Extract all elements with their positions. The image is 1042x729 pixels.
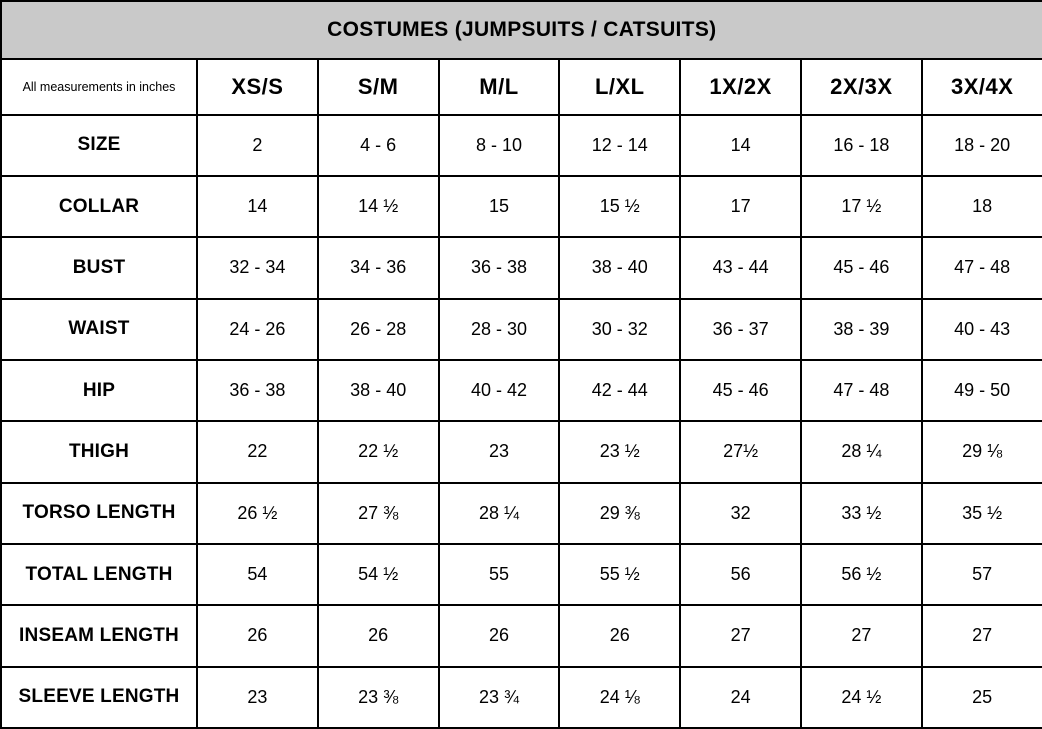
cell-total-length-1x-2x: 56 xyxy=(680,544,801,605)
cell-thigh-xs-s: 22 xyxy=(197,421,318,482)
cell-inseam-length-3x-4x: 27 xyxy=(922,605,1042,666)
column-header-row xyxy=(1,59,1042,114)
cell-size-m-l: 8 - 10 xyxy=(439,115,560,176)
table-row xyxy=(1,237,1042,298)
cell-torso-length-xs-s: 26 ½ xyxy=(197,483,318,544)
cell-thigh-3x-4x: 29 ⅛ xyxy=(922,421,1042,482)
row-label-size: SIZE xyxy=(1,115,197,176)
table-row xyxy=(1,176,1042,237)
cell-bust-2x-3x: 45 - 46 xyxy=(801,237,922,298)
cell-torso-length-1x-2x: 32 xyxy=(680,483,801,544)
cell-waist-m-l: 28 - 30 xyxy=(439,299,560,360)
cell-sleeve-length-l-xl: 24 ⅛ xyxy=(559,667,680,728)
column-header-1x-2x: 1X/2X xyxy=(680,59,801,114)
row-label-thigh: THIGH xyxy=(1,421,197,482)
cell-thigh-s-m: 22 ½ xyxy=(318,421,439,482)
cell-thigh-2x-3x: 28 ¼ xyxy=(801,421,922,482)
row-label-total-length: TOTAL LENGTH xyxy=(1,544,197,605)
cell-hip-m-l: 40 - 42 xyxy=(439,360,560,421)
cell-waist-2x-3x: 38 - 39 xyxy=(801,299,922,360)
row-label-hip: HIP xyxy=(1,360,197,421)
cell-bust-1x-2x: 43 - 44 xyxy=(680,237,801,298)
cell-sleeve-length-1x-2x: 24 xyxy=(680,667,801,728)
cell-torso-length-2x-3x: 33 ½ xyxy=(801,483,922,544)
cell-inseam-length-1x-2x: 27 xyxy=(680,605,801,666)
cell-size-s-m: 4 - 6 xyxy=(318,115,439,176)
cell-collar-l-xl: 15 ½ xyxy=(559,176,680,237)
cell-collar-m-l: 15 xyxy=(439,176,560,237)
row-label-torso-length: TORSO LENGTH xyxy=(1,483,197,544)
cell-hip-l-xl: 42 - 44 xyxy=(559,360,680,421)
column-header-m-l: M/L xyxy=(439,59,560,114)
cell-collar-xs-s: 14 xyxy=(197,176,318,237)
cell-collar-2x-3x: 17 ½ xyxy=(801,176,922,237)
cell-inseam-length-xs-s: 26 xyxy=(197,605,318,666)
table-row xyxy=(1,299,1042,360)
cell-inseam-length-s-m: 26 xyxy=(318,605,439,666)
row-label-waist: WAIST xyxy=(1,299,197,360)
cell-bust-l-xl: 38 - 40 xyxy=(559,237,680,298)
cell-thigh-m-l: 23 xyxy=(439,421,560,482)
cell-size-l-xl: 12 - 14 xyxy=(559,115,680,176)
cell-sleeve-length-s-m: 23 ⅜ xyxy=(318,667,439,728)
cell-total-length-xs-s: 54 xyxy=(197,544,318,605)
column-header-l-xl: L/XL xyxy=(559,59,680,114)
cell-waist-l-xl: 30 - 32 xyxy=(559,299,680,360)
cell-total-length-3x-4x: 57 xyxy=(922,544,1042,605)
cell-torso-length-3x-4x: 35 ½ xyxy=(922,483,1042,544)
table-row xyxy=(1,544,1042,605)
cell-sleeve-length-2x-3x: 24 ½ xyxy=(801,667,922,728)
cell-inseam-length-2x-3x: 27 xyxy=(801,605,922,666)
cell-total-length-l-xl: 55 ½ xyxy=(559,544,680,605)
table-row xyxy=(1,667,1042,728)
column-header-s-m: S/M xyxy=(318,59,439,114)
cell-torso-length-m-l: 28 ¼ xyxy=(439,483,560,544)
table-row xyxy=(1,115,1042,176)
cell-inseam-length-l-xl: 26 xyxy=(559,605,680,666)
cell-bust-xs-s: 32 - 34 xyxy=(197,237,318,298)
row-label-sleeve-length: SLEEVE LENGTH xyxy=(1,667,197,728)
cell-bust-s-m: 34 - 36 xyxy=(318,237,439,298)
row-label-bust: BUST xyxy=(1,237,197,298)
cell-hip-2x-3x: 47 - 48 xyxy=(801,360,922,421)
cell-total-length-s-m: 54 ½ xyxy=(318,544,439,605)
column-header-xs-s: XS/S xyxy=(197,59,318,114)
table-row xyxy=(1,360,1042,421)
cell-inseam-length-m-l: 26 xyxy=(439,605,560,666)
table-row xyxy=(1,605,1042,666)
cell-bust-3x-4x: 47 - 48 xyxy=(922,237,1042,298)
cell-torso-length-l-xl: 29 ⅜ xyxy=(559,483,680,544)
cell-collar-3x-4x: 18 xyxy=(922,176,1042,237)
cell-thigh-l-xl: 23 ½ xyxy=(559,421,680,482)
cell-waist-3x-4x: 40 - 43 xyxy=(922,299,1042,360)
cell-thigh-1x-2x: 27½ xyxy=(680,421,801,482)
cell-hip-xs-s: 36 - 38 xyxy=(197,360,318,421)
column-header-2x-3x: 2X/3X xyxy=(801,59,922,114)
measurement-units-note: All measurements in inches xyxy=(1,59,197,114)
title-row xyxy=(1,1,1042,59)
table-row xyxy=(1,421,1042,482)
cell-hip-1x-2x: 45 - 46 xyxy=(680,360,801,421)
cell-bust-m-l: 36 - 38 xyxy=(439,237,560,298)
table-row xyxy=(1,483,1042,544)
cell-size-xs-s: 2 xyxy=(197,115,318,176)
row-label-collar: COLLAR xyxy=(1,176,197,237)
cell-hip-3x-4x: 49 - 50 xyxy=(922,360,1042,421)
cell-torso-length-s-m: 27 ⅜ xyxy=(318,483,439,544)
cell-size-3x-4x: 18 - 20 xyxy=(922,115,1042,176)
cell-total-length-2x-3x: 56 ½ xyxy=(801,544,922,605)
cell-waist-1x-2x: 36 - 37 xyxy=(680,299,801,360)
cell-sleeve-length-3x-4x: 25 xyxy=(922,667,1042,728)
cell-waist-s-m: 26 - 28 xyxy=(318,299,439,360)
cell-total-length-m-l: 55 xyxy=(439,544,560,605)
cell-size-1x-2x: 14 xyxy=(680,115,801,176)
cell-waist-xs-s: 24 - 26 xyxy=(197,299,318,360)
row-label-inseam-length: INSEAM LENGTH xyxy=(1,605,197,666)
cell-collar-s-m: 14 ½ xyxy=(318,176,439,237)
chart-title: COSTUMES (JUMPSUITS / CATSUITS) xyxy=(1,1,1042,59)
cell-collar-1x-2x: 17 xyxy=(680,176,801,237)
cell-hip-s-m: 38 - 40 xyxy=(318,360,439,421)
column-header-3x-4x: 3X/4X xyxy=(922,59,1042,114)
cell-size-2x-3x: 16 - 18 xyxy=(801,115,922,176)
cell-sleeve-length-m-l: 23 ¾ xyxy=(439,667,560,728)
cell-sleeve-length-xs-s: 23 xyxy=(197,667,318,728)
